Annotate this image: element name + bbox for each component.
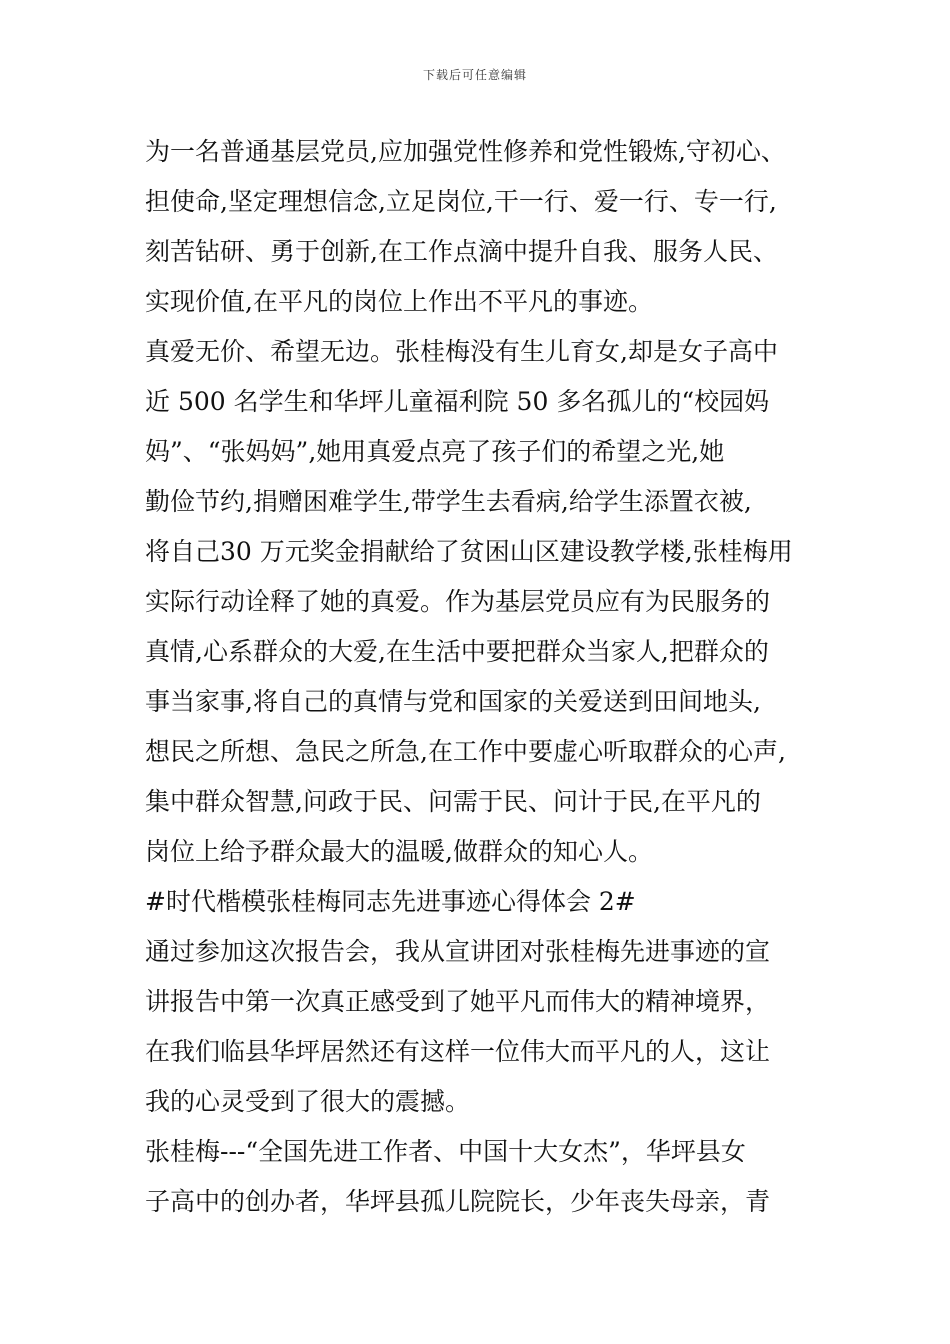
text-line: 刻苦钻研、勇于创新,在工作点滴中提升自我、服务人民、 [145, 237, 778, 266]
text-line: 讲报告中第一次真正感受到了她平凡而伟大的精神境界， [145, 987, 771, 1016]
document-body [145, 127, 825, 1227]
text-line: 岗位上给予群众最大的温暖,做群众的知心人。 [145, 837, 653, 866]
page-header-note: 下载后可任意编辑 [422, 68, 527, 82]
text-line: 张桂梅---“全国先进工作者、中国十大女杰”，华坪县女 [145, 1137, 746, 1166]
text-line: 实现价值,在平凡的岗位上作出不平凡的事迹。 [145, 287, 653, 316]
text-line: 将自己30 万元奖金捐献给了贫困山区建设教学楼,张桂梅用 [145, 537, 793, 566]
text-line: 妈”、“张妈妈”,她用真爱点亮了孩子们的希望之光,她 [145, 437, 725, 466]
text-line: 担使命,坚定理想信念,立足岗位,干一行、爱一行、专一行, [145, 187, 777, 216]
text-line: 我的心灵受到了很大的震撼。 [145, 1087, 471, 1116]
text-line: 子高中的创办者，华坪县孤儿院院长，少年丧失母亲，青 [145, 1187, 771, 1216]
text-line: 为一名普通基层党员,应加强党性修养和党性锻炼,守初心、 [145, 137, 786, 166]
text-line: 在我们临县华坪居然还有这样一位伟大而平凡的人，这让 [145, 1037, 771, 1066]
text-line: 勤俭节约,捐赠困难学生,带学生去看病,给学生添置衣被, [145, 487, 752, 516]
text-line: 近 500 名学生和华坪儿童福利院 50 多名孤儿的“校园妈 [145, 387, 770, 416]
text-line: 真情,心系群众的大爱,在生活中要把群众当家人,把群众的 [145, 637, 769, 666]
text-line: 通过参加这次报告会，我从宣讲团对张桂梅先进事迹的宣 [145, 937, 771, 966]
text-line: 事当家事,将自己的真情与党和国家的关爱送到田间地头, [145, 687, 761, 716]
text-line: 真爱无价、希望无边。张桂梅没有生儿育女,却是女子高中 [145, 337, 778, 366]
text-line: 集中群众智慧,问政于民、问需于民、问计于民,在平凡的 [145, 787, 761, 816]
section-heading: #时代楷模张桂梅同志先进事迹心得体会 2# [145, 887, 636, 916]
text-line: 实际行动诠释了她的真爱。作为基层党员应有为民服务的 [145, 587, 771, 616]
text-line: 想民之所想、急民之所急,在工作中要虚心听取群众的心声, [145, 737, 786, 766]
